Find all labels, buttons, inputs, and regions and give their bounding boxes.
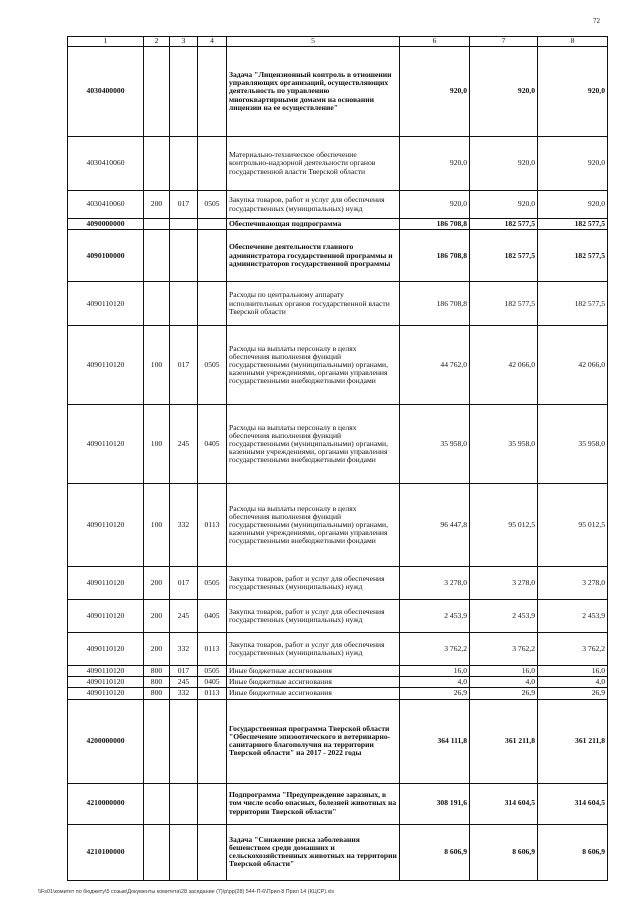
code-cell: 4090110120 bbox=[68, 567, 144, 600]
code-cell: 4090110120 bbox=[68, 326, 144, 405]
section-code-cell bbox=[198, 230, 227, 282]
admin-code-cell: 017 bbox=[170, 326, 198, 405]
amount-col6-cell: 4,0 bbox=[400, 677, 470, 688]
table-row bbox=[68, 326, 608, 405]
section-code-cell bbox=[198, 47, 227, 137]
section-code-cell: 0405 bbox=[198, 677, 227, 688]
page-number: 72 bbox=[593, 17, 600, 25]
amount-col6-cell: 364 111,8 bbox=[400, 699, 470, 783]
name-cell: Материально-техническое обеспечение контрольно-надзорной деятельности органов государственной власти Тверской области bbox=[227, 137, 400, 191]
amount-col7-cell: 35 958,0 bbox=[470, 405, 538, 484]
code-cell: 4090110120 bbox=[68, 600, 144, 633]
table-row bbox=[68, 677, 608, 688]
name-cell: Задача "Лицензионный контроль в отношении управляющих организаций, осуществляющих деятельность по управлению многоквартирными домами на основании лицензии на ее осуществление" bbox=[227, 47, 400, 137]
expense-type-cell bbox=[144, 282, 170, 326]
expense-type-cell bbox=[144, 824, 170, 880]
column-header: 1 bbox=[68, 37, 144, 47]
amount-col6-cell: 186 708,8 bbox=[400, 282, 470, 326]
admin-code-cell: 245 bbox=[170, 600, 198, 633]
admin-code-cell bbox=[170, 282, 198, 326]
name-cell: Иные бюджетные ассигнования bbox=[227, 677, 400, 688]
amount-col7-cell: 920,0 bbox=[470, 137, 538, 191]
amount-col6-cell: 35 958,0 bbox=[400, 405, 470, 484]
admin-code-cell bbox=[170, 699, 198, 783]
amount-col8-cell: 35 958,0 bbox=[538, 405, 608, 484]
amount-col6-cell: 8 606,9 bbox=[400, 824, 470, 880]
expense-type-cell: 800 bbox=[144, 677, 170, 688]
section-code-cell bbox=[198, 137, 227, 191]
code-cell: 4030410060 bbox=[68, 137, 144, 191]
section-code-cell bbox=[198, 699, 227, 783]
code-cell: 4210000000 bbox=[68, 783, 144, 824]
amount-col6-cell: 920,0 bbox=[400, 191, 470, 219]
code-cell: 4210100000 bbox=[68, 824, 144, 880]
amount-col8-cell: 16,0 bbox=[538, 666, 608, 677]
expense-type-cell bbox=[144, 137, 170, 191]
code-cell: 4090110120 bbox=[68, 405, 144, 484]
admin-code-cell: 332 bbox=[170, 633, 198, 666]
code-cell: 4090110120 bbox=[68, 688, 144, 699]
amount-col6-cell: 3 278,0 bbox=[400, 567, 470, 600]
name-cell: Обеспечивающая подпрограмма bbox=[227, 219, 400, 230]
table-row bbox=[68, 783, 608, 824]
table-row bbox=[68, 47, 608, 137]
column-header: 2 bbox=[144, 37, 170, 47]
amount-col8-cell: 182 577,5 bbox=[538, 282, 608, 326]
section-code-cell: 0505 bbox=[198, 326, 227, 405]
amount-col8-cell: 314 604,5 bbox=[538, 783, 608, 824]
table-row bbox=[68, 405, 608, 484]
section-code-cell: 0405 bbox=[198, 405, 227, 484]
amount-col8-cell: 920,0 bbox=[538, 47, 608, 137]
name-cell: Расходы по центральному аппарату исполнительных органов государственной власти Тверской области bbox=[227, 282, 400, 326]
table-body bbox=[68, 47, 608, 881]
amount-col7-cell: 8 606,9 bbox=[470, 824, 538, 880]
table-row bbox=[68, 137, 608, 191]
table-row bbox=[68, 699, 608, 783]
code-cell: 4090110120 bbox=[68, 633, 144, 666]
file-path-footer: \\Fs01\комитет по бюджету\5 созыв\Документы комитета\28 заседание (7)\р\рр(28) 544-П-6\Прил 8 Прил 14 (КЦСР).xls bbox=[38, 889, 335, 895]
section-code-cell: 0113 bbox=[198, 484, 227, 567]
amount-col8-cell: 8 606,9 bbox=[538, 824, 608, 880]
name-cell: Закупка товаров, работ и услуг для обеспечения государственных (муниципальных) нужд bbox=[227, 600, 400, 633]
amount-col6-cell: 16,0 bbox=[400, 666, 470, 677]
amount-col7-cell: 2 453,9 bbox=[470, 600, 538, 633]
amount-col8-cell: 26,9 bbox=[538, 688, 608, 699]
section-code-cell: 0505 bbox=[198, 191, 227, 219]
table-row bbox=[68, 666, 608, 677]
table-row bbox=[68, 282, 608, 326]
code-cell: 4090100000 bbox=[68, 230, 144, 282]
amount-col7-cell: 4,0 bbox=[470, 677, 538, 688]
name-cell: Иные бюджетные ассигнования bbox=[227, 688, 400, 699]
table-row bbox=[68, 600, 608, 633]
amount-col7-cell: 26,9 bbox=[470, 688, 538, 699]
amount-col8-cell: 182 577,5 bbox=[538, 230, 608, 282]
amount-col7-cell: 182 577,5 bbox=[470, 282, 538, 326]
expense-type-cell: 200 bbox=[144, 633, 170, 666]
amount-col6-cell: 308 191,6 bbox=[400, 783, 470, 824]
admin-code-cell: 017 bbox=[170, 567, 198, 600]
expense-type-cell: 800 bbox=[144, 688, 170, 699]
amount-col8-cell: 42 066,0 bbox=[538, 326, 608, 405]
table-header-row bbox=[68, 37, 608, 47]
section-code-cell bbox=[198, 783, 227, 824]
expense-type-cell bbox=[144, 230, 170, 282]
code-cell: 4200000000 bbox=[68, 699, 144, 783]
expense-type-cell: 100 bbox=[144, 484, 170, 567]
table-row bbox=[68, 219, 608, 230]
amount-col7-cell: 314 604,5 bbox=[470, 783, 538, 824]
amount-col8-cell: 3 278,0 bbox=[538, 567, 608, 600]
amount-col6-cell: 44 762,0 bbox=[400, 326, 470, 405]
amount-col7-cell: 182 577,5 bbox=[470, 219, 538, 230]
expense-type-cell: 100 bbox=[144, 405, 170, 484]
amount-col6-cell: 3 762,2 bbox=[400, 633, 470, 666]
table-row bbox=[68, 230, 608, 282]
amount-col7-cell: 3 762,2 bbox=[470, 633, 538, 666]
expense-type-cell: 800 bbox=[144, 666, 170, 677]
amount-col6-cell: 920,0 bbox=[400, 47, 470, 137]
expense-type-cell bbox=[144, 47, 170, 137]
amount-col8-cell: 182 577,5 bbox=[538, 219, 608, 230]
amount-col8-cell: 920,0 bbox=[538, 137, 608, 191]
admin-code-cell: 017 bbox=[170, 191, 198, 219]
code-cell: 4030400000 bbox=[68, 47, 144, 137]
name-cell: Закупка товаров, работ и услуг для обеспечения государственных (муниципальных) нужд bbox=[227, 567, 400, 600]
amount-col6-cell: 186 708,8 bbox=[400, 219, 470, 230]
expense-type-cell: 200 bbox=[144, 567, 170, 600]
section-code-cell: 0505 bbox=[198, 567, 227, 600]
amount-col8-cell: 95 012,5 bbox=[538, 484, 608, 567]
code-cell: 4090110120 bbox=[68, 484, 144, 567]
name-cell: Закупка товаров, работ и услуг для обеспечения государственных (муниципальных) нужд bbox=[227, 633, 400, 666]
name-cell: Иные бюджетные ассигнования bbox=[227, 666, 400, 677]
name-cell: Подпрограмма "Предупреждение заразных, в том числе особо опасных, болезней животных на территории Тверской области" bbox=[227, 783, 400, 824]
section-code-cell bbox=[198, 282, 227, 326]
name-cell: Расходы на выплаты персоналу в целях обеспечения выполнения функций государственными (муниципальными) органами, казенными учреждениями, органами управления государственными внебюджетными фондами bbox=[227, 484, 400, 567]
amount-col7-cell: 182 577,5 bbox=[470, 230, 538, 282]
table-row bbox=[68, 191, 608, 219]
amount-col6-cell: 2 453,9 bbox=[400, 600, 470, 633]
column-header: 7 bbox=[470, 37, 538, 47]
admin-code-cell: 332 bbox=[170, 688, 198, 699]
code-cell: 4090000000 bbox=[68, 219, 144, 230]
column-header: 3 bbox=[170, 37, 198, 47]
amount-col6-cell: 186 708,8 bbox=[400, 230, 470, 282]
column-header: 6 bbox=[400, 37, 470, 47]
expense-type-cell bbox=[144, 699, 170, 783]
admin-code-cell: 245 bbox=[170, 677, 198, 688]
admin-code-cell bbox=[170, 783, 198, 824]
expense-type-cell: 100 bbox=[144, 326, 170, 405]
expense-type-cell bbox=[144, 783, 170, 824]
table-row bbox=[68, 567, 608, 600]
amount-col8-cell: 4,0 bbox=[538, 677, 608, 688]
amount-col7-cell: 920,0 bbox=[470, 191, 538, 219]
amount-col8-cell: 361 211,8 bbox=[538, 699, 608, 783]
section-code-cell: 0113 bbox=[198, 688, 227, 699]
column-header: 4 bbox=[198, 37, 227, 47]
admin-code-cell bbox=[170, 219, 198, 230]
budget-table bbox=[67, 36, 608, 881]
admin-code-cell: 245 bbox=[170, 405, 198, 484]
name-cell: Расходы на выплаты персоналу в целях обеспечения выполнения функций государственными (муниципальными) органами, казенными учреждениями, органами управления государственными внебюджетными фондами bbox=[227, 405, 400, 484]
admin-code-cell: 017 bbox=[170, 666, 198, 677]
amount-col7-cell: 16,0 bbox=[470, 666, 538, 677]
name-cell: Закупка товаров, работ и услуг для обеспечения государственных (муниципальных) нужд bbox=[227, 191, 400, 219]
name-cell: Расходы на выплаты персоналу в целях обеспечения выполнения функций государственными (муниципальными) органами, казенными учреждениями, органами управления государственными внебюджетными фондами bbox=[227, 326, 400, 405]
code-cell: 4090110120 bbox=[68, 282, 144, 326]
section-code-cell bbox=[198, 219, 227, 230]
expense-type-cell: 200 bbox=[144, 600, 170, 633]
code-cell: 4090110120 bbox=[68, 677, 144, 688]
amount-col6-cell: 920,0 bbox=[400, 137, 470, 191]
amount-col6-cell: 26,9 bbox=[400, 688, 470, 699]
amount-col7-cell: 95 012,5 bbox=[470, 484, 538, 567]
code-cell: 4090110120 bbox=[68, 666, 144, 677]
table-row bbox=[68, 633, 608, 666]
column-header: 8 bbox=[538, 37, 608, 47]
admin-code-cell bbox=[170, 47, 198, 137]
section-code-cell: 0505 bbox=[198, 666, 227, 677]
section-code-cell: 0405 bbox=[198, 600, 227, 633]
admin-code-cell: 332 bbox=[170, 484, 198, 567]
admin-code-cell bbox=[170, 230, 198, 282]
name-cell: Государственная программа Тверской области "Обеспечение эпизоотического и ветеринарно-санитарного благополучия на территории Тверской области" на 2017 - 2022 годы bbox=[227, 699, 400, 783]
code-cell: 4030410060 bbox=[68, 191, 144, 219]
amount-col8-cell: 3 762,2 bbox=[538, 633, 608, 666]
amount-col6-cell: 96 447,8 bbox=[400, 484, 470, 567]
admin-code-cell bbox=[170, 824, 198, 880]
admin-code-cell bbox=[170, 137, 198, 191]
amount-col8-cell: 920,0 bbox=[538, 191, 608, 219]
table-row bbox=[68, 484, 608, 567]
section-code-cell bbox=[198, 824, 227, 880]
amount-col7-cell: 42 066,0 bbox=[470, 326, 538, 405]
table-row bbox=[68, 824, 608, 880]
amount-col7-cell: 361 211,8 bbox=[470, 699, 538, 783]
expense-type-cell: 200 bbox=[144, 191, 170, 219]
table-row bbox=[68, 688, 608, 699]
expense-type-cell bbox=[144, 219, 170, 230]
section-code-cell: 0113 bbox=[198, 633, 227, 666]
column-header: 5 bbox=[227, 37, 400, 47]
name-cell: Обеспечение деятельности главного администратора государственной программы и администраторов государственной программы bbox=[227, 230, 400, 282]
amount-col7-cell: 3 278,0 bbox=[470, 567, 538, 600]
amount-col8-cell: 2 453,9 bbox=[538, 600, 608, 633]
amount-col7-cell: 920,0 bbox=[470, 47, 538, 137]
name-cell: Задача "Снижение риска заболевания бешенством среди домашних и сельскохозяйственных животных на территории Тверской области" bbox=[227, 824, 400, 880]
